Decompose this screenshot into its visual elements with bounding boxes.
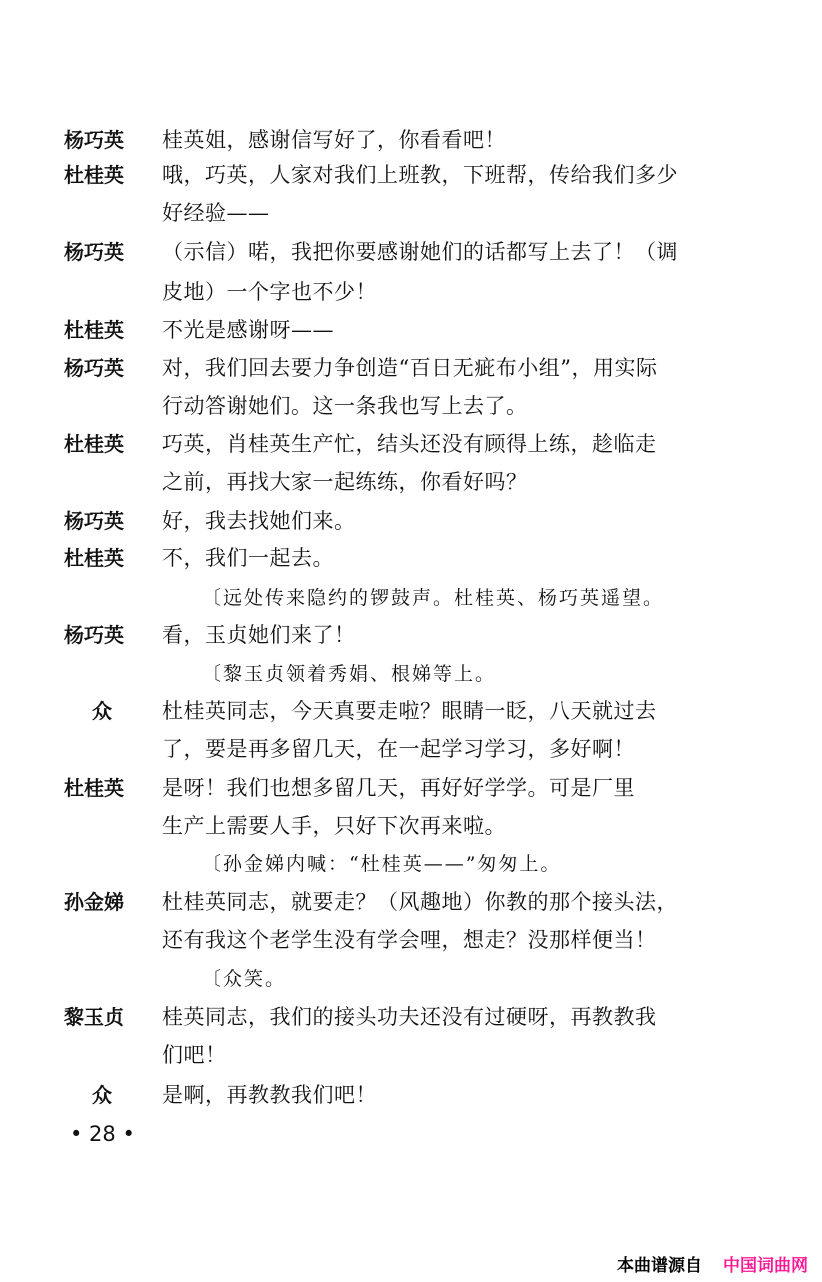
dialogue-line xyxy=(0,769,822,807)
stage-direction xyxy=(0,655,822,693)
speaker-name: 众 xyxy=(92,699,112,723)
dialogue-text: 好经验—— xyxy=(162,201,270,225)
dialogue-line xyxy=(0,273,822,311)
dialogue-text: 了，要是再多留几天，在一起学习学习，多好啊！ xyxy=(162,737,635,761)
stage-direction-text: 〔众笑。 xyxy=(202,968,287,990)
dialogue-text: 巧英，肖桂英生产忙，结头还没有顾得上练，趁临走 xyxy=(162,432,657,456)
dialogue-line xyxy=(0,425,822,463)
speaker-name: 杜桂英 xyxy=(64,163,124,187)
dialogue-text: 桂英姐，感谢信写好了，你看看吧！ xyxy=(162,128,506,152)
speaker-name: 众 xyxy=(92,1083,112,1107)
dialogue-text: 看，玉贞她们来了！ xyxy=(162,623,356,647)
dialogue-text: 是啊，再教教我们吧！ xyxy=(162,1083,377,1107)
dialogue-line xyxy=(0,998,822,1036)
dialogue-text: 桂英同志，我们的接头功夫还没有过硬呀，再教教我 xyxy=(162,1005,657,1029)
speaker-name: 杨巧英 xyxy=(64,128,124,152)
speaker-name: 杨巧英 xyxy=(64,623,124,647)
speaker-name: 杜桂英 xyxy=(64,546,124,570)
footer-source-label: 本曲谱源自 xyxy=(617,1256,702,1276)
dialogue-line xyxy=(0,156,822,194)
dialogue-line xyxy=(0,1036,822,1074)
dialogue-line xyxy=(0,311,822,349)
dialogue-line xyxy=(0,502,822,540)
speaker-name: 杨巧英 xyxy=(64,356,124,380)
stage-direction-text: 〔孙金娣内喊：“杜桂英——”匆匆上。 xyxy=(202,853,562,875)
stage-direction xyxy=(0,579,822,617)
dialogue-text: 还有我这个老学生没有学会哩，想走？没那样便当！ xyxy=(162,928,657,952)
stage-direction-text: 〔远处传来隐约的锣鼓声。杜桂英、杨巧英遥望。 xyxy=(202,587,665,609)
dialogue-line xyxy=(0,387,822,425)
dialogue-text: 杜桂英同志，今天真要走啦？眼睛一眨，八天就过去 xyxy=(162,699,657,723)
stage-direction xyxy=(0,960,822,998)
stage-direction-text: 〔黎玉贞领着秀娟、根娣等上。 xyxy=(202,663,497,685)
dialogue-text: 好，我去找她们来。 xyxy=(162,509,356,533)
dialogue-line xyxy=(0,616,822,654)
dialogue-line xyxy=(0,463,822,501)
dialogue-text: 生产上需要人手，只好下次再来啦。 xyxy=(162,814,506,838)
speaker-name: 杜桂英 xyxy=(64,432,124,456)
dialogue-text: 之前，再找大家一起练练，你看好吗？ xyxy=(162,470,528,494)
dialogue-line xyxy=(0,194,822,232)
dialogue-text: 们吧！ xyxy=(162,1043,227,1067)
dialogue-line xyxy=(0,730,822,768)
dialogue-line xyxy=(0,883,822,921)
dialogue-text: 不光是感谢呀—— xyxy=(162,318,334,342)
dialogue-line xyxy=(0,921,822,959)
speaker-name: 杜桂英 xyxy=(64,776,124,800)
footer-site-name[interactable]: 中国词曲网 xyxy=(723,1256,808,1276)
dialogue-text: （示信）喏，我把你要感谢她们的话都写上去了！（调 xyxy=(162,240,678,264)
dialogue-line xyxy=(0,1076,822,1114)
dialogue-line xyxy=(0,692,822,730)
dialogue-text: 对，我们回去要力争创造“百日无疵布小组”，用实际 xyxy=(162,356,658,380)
dialogue-text: 是呀！我们也想多留几天，再好好学学。可是厂里 xyxy=(162,776,635,800)
dialogue-line xyxy=(0,807,822,845)
page-number: • 28 • xyxy=(70,1122,135,1146)
stage-direction xyxy=(0,845,822,883)
dialogue-line xyxy=(0,539,822,577)
speaker-name: 杜桂英 xyxy=(64,318,124,342)
speaker-name: 杨巧英 xyxy=(64,240,124,264)
dialogue-line xyxy=(0,233,822,271)
dialogue-text: 行动答谢她们。这一条我也写上去了。 xyxy=(162,394,528,418)
dialogue-text: 不，我们一起去。 xyxy=(162,546,334,570)
speaker-name: 杨巧英 xyxy=(64,509,124,533)
dialogue-line xyxy=(0,121,822,159)
dialogue-text: 皮地）一个字也不少！ xyxy=(162,280,377,304)
speaker-name: 孙金娣 xyxy=(64,890,124,914)
speaker-name: 黎玉贞 xyxy=(64,1005,124,1029)
dialogue-line xyxy=(0,349,822,387)
dialogue-text: 杜桂英同志，就要走？（风趣地）你教的那个接头法， xyxy=(162,890,678,914)
dialogue-text: 哦，巧英，人家对我们上班教，下班帮，传给我们多少 xyxy=(162,163,678,187)
